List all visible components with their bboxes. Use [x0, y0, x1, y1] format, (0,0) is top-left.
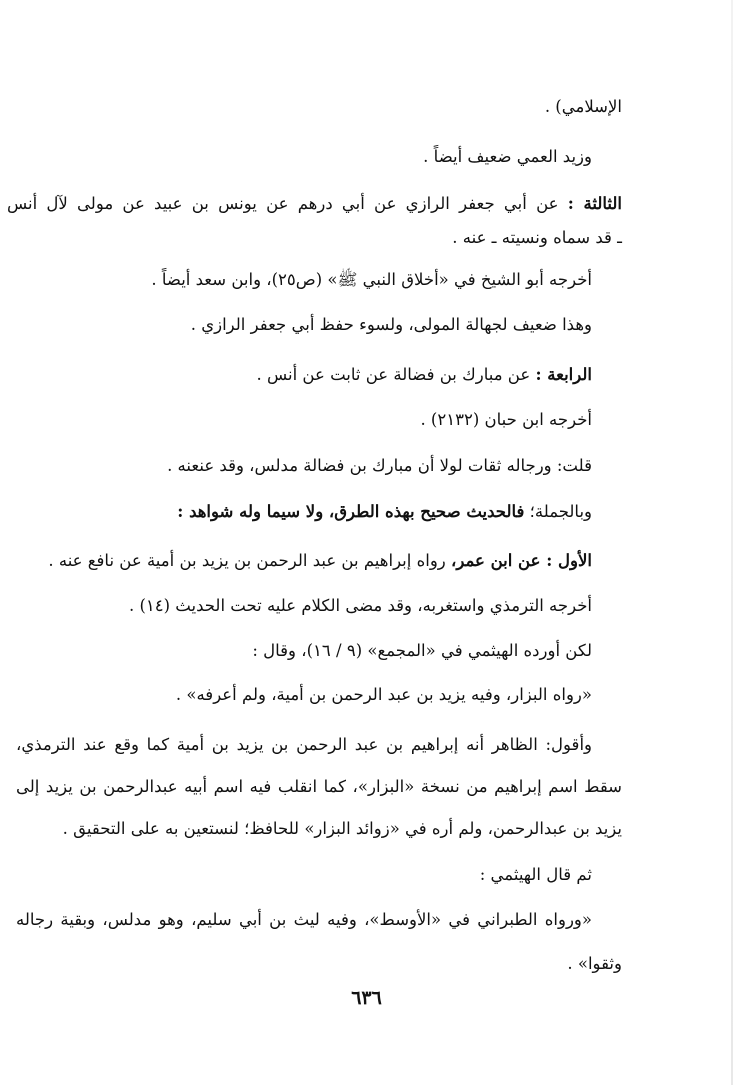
line-text: أخرجه أبو الشيخ في «أخلاق النبي ﷺ» (ص٢٥)، وابن سعد أيضاً .	[151, 270, 592, 289]
section-label-third: الثالثة :	[567, 194, 622, 213]
line-text: وبالجملة؛	[529, 502, 592, 521]
text-line-7	[256, 364, 592, 386]
bold-conclusion: فالحديث صحيح بهذه الطرق، ولا سيما وله شواهد :	[177, 502, 525, 521]
section-label-first: الأول : عن ابن عمر،	[451, 551, 592, 570]
page-number: ٦٣٦	[351, 987, 382, 1009]
line-text: وزيد العمي ضعيف أيضاً .	[423, 147, 592, 166]
text-line-3	[7, 193, 622, 215]
text-line-11	[48, 550, 592, 572]
text-line-14	[176, 684, 592, 706]
line-text: سقط اسم إبراهيم من نسخة «البزار»، كما انقلب فيه اسم أبيه عبدالرحمن بن يزيد إلى	[16, 777, 622, 796]
line-text: عن مبارك بن فضالة عن ثابت عن أنس .	[256, 365, 531, 384]
text-line-2	[423, 146, 592, 168]
line-text: وثقوا» .	[567, 954, 622, 973]
line-text: «ورواه الطبراني في «الأوسط»، وفيه ليث بن أبي سليم، وهو مدلس، وبقية رجاله	[16, 910, 592, 929]
line-text: ـ قد سماه ونسيته ـ عنه .	[452, 228, 622, 247]
section-label-fourth: الرابعة :	[535, 365, 592, 384]
line-text: يزيد بن عبدالرحمن، ولم أره في «زوائد البزار» للحافظ؛ لنستعين به على التحقيق .	[62, 819, 622, 838]
text-line-17	[63, 818, 622, 840]
line-text: أخرجه ابن حبان (٢١٣٢) .	[420, 410, 592, 429]
line-text: رواه إبراهيم بن عبد الرحمن بن يزيد بن أمية عن نافع عنه .	[48, 551, 446, 570]
text-line-4	[452, 227, 622, 249]
text-line-12	[129, 595, 592, 617]
text-line-20	[567, 953, 622, 975]
line-text: ثم قال الهيثمي :	[479, 865, 592, 884]
text-line-5	[151, 269, 592, 291]
text-line-15	[16, 734, 592, 756]
text-line-10	[177, 501, 592, 523]
line-text: لكن أورده الهيثمي في «المجمع» (٩ / ١٦)، وقال :	[252, 641, 592, 660]
line-text: قلت: ورجاله ثقات لولا أن مبارك بن فضالة مدلس، وقد عنعنه .	[167, 456, 592, 475]
text-line-19	[16, 909, 592, 931]
text-line-16	[16, 776, 622, 798]
line-text: الإسلامي) .	[544, 97, 622, 116]
text-line-18	[480, 864, 592, 886]
line-text: عن أبي جعفر الرازي عن أبي درهم عن يونس بن عبيد عن مولى لآل أنس	[7, 194, 559, 213]
text-line-8	[420, 409, 592, 431]
text-line-1	[545, 96, 622, 118]
line-text: أخرجه الترمذي واستغربه، وقد مضى الكلام عليه تحت الحديث (١٤) .	[128, 596, 592, 615]
text-line-13	[252, 640, 592, 662]
line-text: وأقول: الظاهر أنه إبراهيم بن عبد الرحمن بن يزيد بن أمية كما وقع عند الترمذي،	[16, 735, 592, 754]
text-line-6	[191, 314, 592, 336]
text-line-9	[167, 455, 592, 477]
line-text: وهذا ضعيف لجهالة المولى، ولسوء حفظ أبي جعفر الرازي .	[190, 315, 592, 334]
line-text: «رواه البزار، وفيه يزيد بن عبد الرحمن بن أمية، ولم أعرفه» .	[175, 685, 592, 704]
